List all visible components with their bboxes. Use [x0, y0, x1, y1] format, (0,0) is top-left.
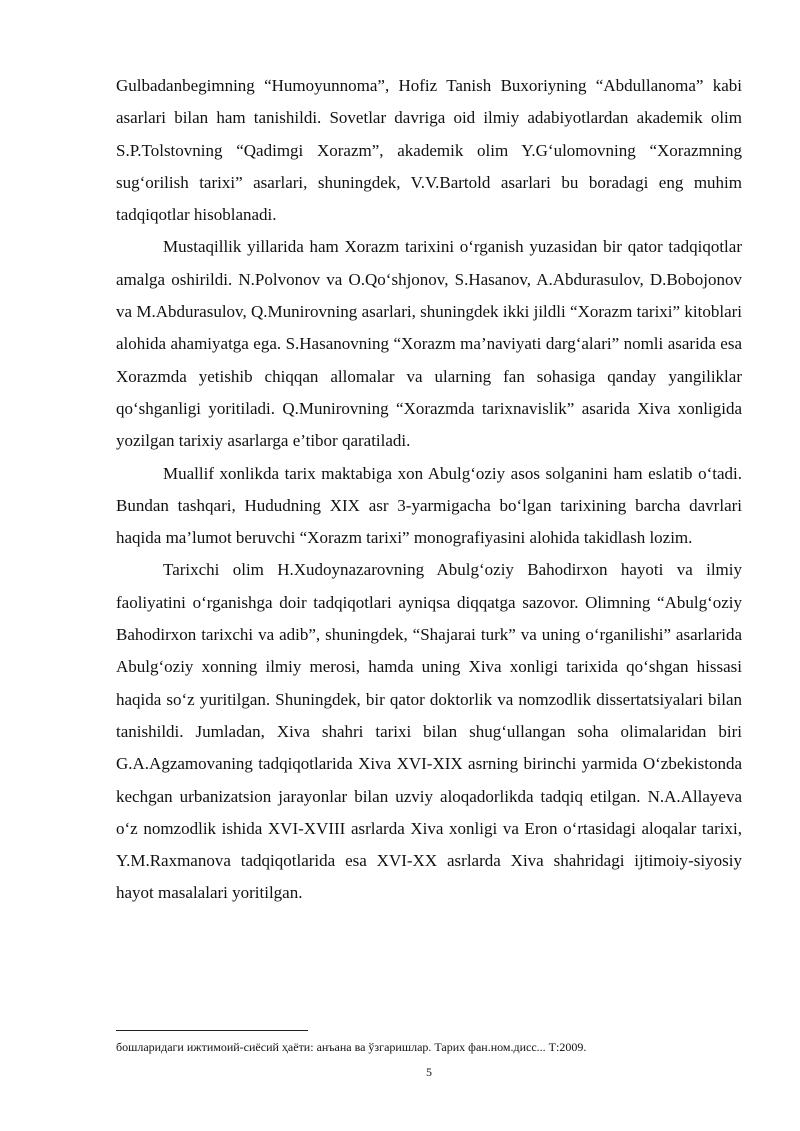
page-number: 5	[426, 1065, 432, 1079]
paragraph: Gulbadanbegimning “Humoyunnoma”, Hofiz Tanish Buxoriyning “Abdullanoma” kabi asarlari bilan ham tanishildi. Sovetlar davriga oid ilmiy adabiyotlardan akademik olim S.P.Tolstovning “Qadimgi Xorazm”, akademik olim Y.G‘ulomovning “Xorazmning sug‘orilish tarixi” asarlari, shuningdek, V.V.Bartold asarlari bu boradagi eng muhim tadqiqotlar hisoblanadi.	[116, 76, 742, 225]
footnote: бошларидаги ижтимоий-сиёсий ҳаёти: анъана ва ўзгаришлар. Тарих фан.ном.дисс... Т:2009.	[116, 1040, 587, 1054]
paragraph: Muallif xonlikda tarix maktabiga xon Abulg‘oziy asos solganini ham eslatib o‘tadi. Bundan tashqari, Hududning XIX asr 3-yarmigacha bo‘lgan tarixining barcha davrlari haqida ma’lumot beruvchi “Xorazm tarixi” monografiyasini alohida takidlash lozim.	[116, 463, 742, 548]
paragraph: Mustaqillik yillarida ham Xorazm tarixini o‘rganish yuzasidan bir qator tadqiqotlar amalga oshirildi. N.Polvonov va O.Qo‘shjonov, S.Hasanov, A.Abdurasulov, D.Bobojonov va M.Abdurasulov, Q.Munirovning asarlari, shuningdek ikki jildli “Xorazm tarixi” kitoblari alohida ahamiyatga ega. S.Hasanovning “Xorazm ma’naviyati darg‘alari” nomli asarida esa Xorazmda yetishib chiqqan allomalar va ularning fan sohasiga qanday yangiliklar qo‘shganligi yoritiladi. Q.Munirovning “Xorazmda tarixnavislik” asarida Xiva xonligida yozilgan tarixiy asarlarga e’tibor qaratiladi.	[116, 237, 742, 451]
paragraph: Tarixchi olim H.Xudoynazarovning Abulg‘oziy Bahodirxon hayoti va ilmiy faoliyatini o‘rganishga doir tadqiqotlari ayniqsa diqqatga sazovor. Olimning “Abulg‘oziy Bahodirxon tarixchi va adib”, shuningdek, “Shajarai turk” va uning o‘rganilishi” asarlarida Abulg‘oziy xonning ilmiy merosi, hamda uning Xiva xonligi tarixida qo‘shgan hissasi haqida so‘z yuritilgan. Shuningdek, bir qator doktorlik va nomzodlik dissertatsiyalari bilan tanishildi. Jumladan, Xiva shahri tarixi bilan shug‘ullangan soha olimalaridan biri G.A.Agzamovaning tadqiqotlarida Xiva XVI-XIX asrning birinchi yarmida O‘zbekistonda kechgan urbanizatsion jarayonlar bilan uzviy aloqadorlikda tadqiq etilgan. N.A.Allayeva o‘z nomzodlik ishida XVI-XVIII asrlarda Xiva xonligi va Eron o‘rtasidagi aloqalar tarixi, Y.M.Raxmanova tadqiqotlarida esa XVI-XX asrlarda Xiva shahridagi ijtimoiy-siyosiy hayot masalalari yoritilgan.	[116, 560, 742, 903]
body-text	[116, 70, 742, 910]
footnote-separator	[116, 1030, 308, 1031]
